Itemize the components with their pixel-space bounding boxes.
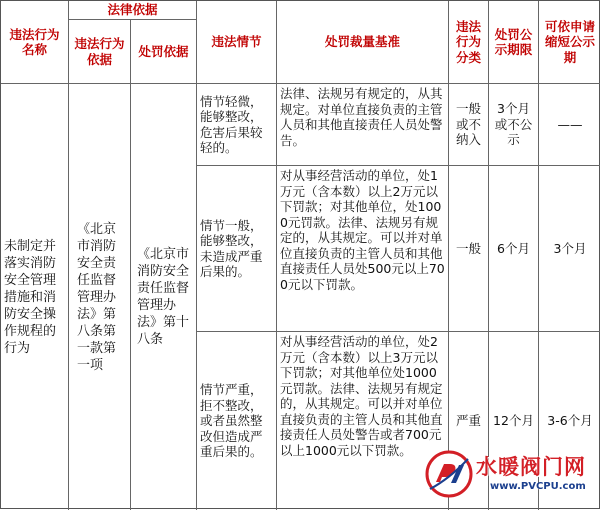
table-row-2-standard: 对从事经营活动的单位，处1万元（含本数）以上2万元以下罚款；对其他单位，处1000元罚款。法律、法规另有规定的，从其规定。可以并对单位直接负责的主管人员和其他直接责任人员处500元以上700元以下罚款。 — [277, 166, 449, 332]
table-row-3-disclosure: 12个月 — [489, 332, 539, 510]
table-row-1-circumstances: 情节轻微，能够整改，危害后果较轻的。 — [197, 84, 277, 166]
table-row-3-standard: 对从事经营活动的单位，处2万元（含本数）以上3万元以下罚款；对其他单位处1000元罚款。法律、法规另有规定的，从其规定。可以并对单位直接负责的主管人员和其他直接责任人员处警告或者700元以上1000元以下罚款。 — [277, 332, 449, 510]
header-category: 违法行为分类 — [449, 1, 489, 84]
table-row-3-category: 严重 — [449, 332, 489, 510]
penalty-basis-cell: 《北京市消防安全责任监督管理办法》第十八条 — [131, 84, 197, 510]
header-shortened-period: 可依申请缩短公示期 — [539, 1, 600, 84]
table-row-1-shortened: —— — [539, 84, 600, 166]
watermark-site-name: 水暖阀门网 — [476, 455, 586, 479]
table-row-1-disclosure: 3个月或不公示 — [489, 84, 539, 166]
table-row-2-circumstances: 情节一般，能够整改，未造成严重后果的。 — [197, 166, 277, 332]
header-legal-basis: 法律依据 — [69, 1, 197, 20]
table-row-1-category: 一般或不纳入 — [449, 84, 489, 166]
site-watermark — [424, 449, 596, 503]
violation-name-cell: 未制定并落实消防安全管理措施和消防安全操作规程的行为 — [1, 84, 69, 510]
pv-logo-icon — [424, 449, 474, 499]
header-violation-basis: 违法行为依据 — [69, 20, 131, 84]
table-row-3-shortened: 3-6个月 — [547, 413, 593, 429]
header-violation-name: 违法行为名称 — [1, 1, 69, 84]
header-penalty-basis: 处罚依据 — [131, 20, 197, 84]
header-disclosure-period: 处罚公示期限 — [489, 1, 539, 84]
watermark-site-url: www.PVCPU.com — [490, 481, 586, 492]
violation-basis-cell: 《北京市消防安全责任监督管理办法》第八条第一款第一项 — [69, 84, 131, 510]
table-row-2-category: 一般 — [449, 166, 489, 332]
header-circumstances: 违法情节 — [197, 1, 277, 84]
header-discretion-standard: 处罚裁量基准 — [277, 1, 449, 84]
table-row-2-shortened: 3个月 — [539, 166, 600, 332]
table-row-3-circumstances: 情节严重，拒不整改，或者虽然整改但造成严重后果的。 — [197, 332, 277, 510]
table-row-1-standard: 法律、法规另有规定的，从其规定。对单位直接负责的主管人员和其他直接责任人员处警告。 — [277, 84, 449, 166]
table-row-2-disclosure: 6个月 — [489, 166, 539, 332]
